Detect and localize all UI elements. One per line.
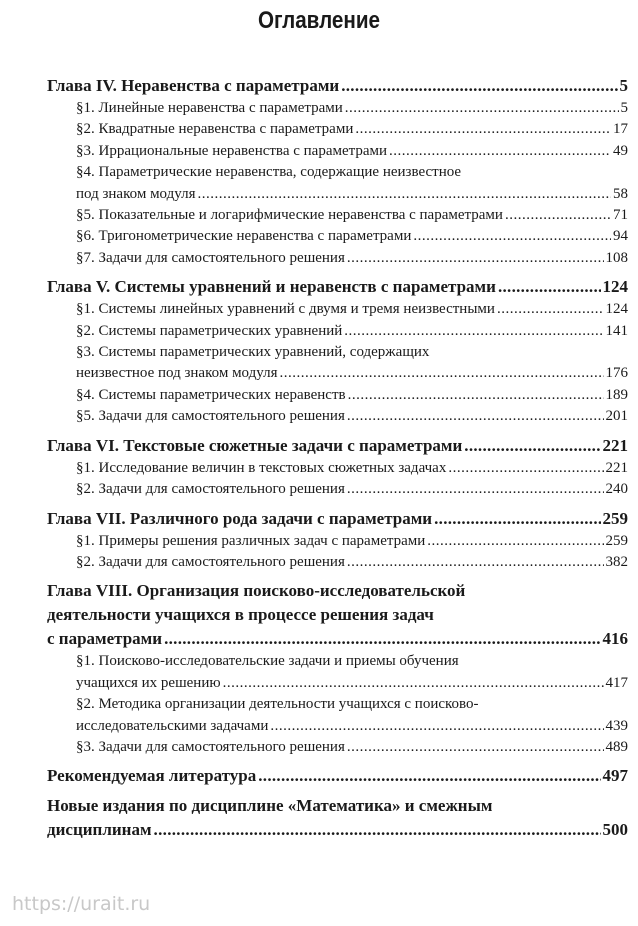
toc-page-number: 259 <box>605 532 628 549</box>
toc-section-entry[interactable] <box>47 98 628 119</box>
toc-entry-title: Глава VI. Текстовые сюжетные задачи с параметрами <box>47 435 463 455</box>
dot-leader <box>347 479 604 500</box>
toc-section-entry[interactable] <box>47 385 628 406</box>
toc-entry-line: §4. Параметрические неравенства, содержащие неизвестное <box>76 164 462 181</box>
toc-chapter-entry[interactable] <box>47 275 628 299</box>
dot-leader <box>434 507 600 531</box>
toc-page-number: 500 <box>602 820 628 840</box>
page-title: Оглавление <box>257 7 381 34</box>
toc-entry-title: §1. Примеры решения различных задач с параметрами <box>76 532 426 549</box>
dot-leader <box>355 119 611 140</box>
toc-section-entry[interactable] <box>47 479 628 500</box>
toc-section-entry[interactable] <box>47 406 628 427</box>
dot-leader <box>413 226 611 247</box>
toc-page-number: 124 <box>602 277 628 297</box>
toc-section-entry[interactable] <box>47 205 628 226</box>
dot-leader <box>347 406 604 427</box>
toc-entry-line: §3. Системы параметрических уравнений, содержащих <box>76 344 430 361</box>
toc-entry-title: §2. Системы параметрических уравнений <box>76 322 343 339</box>
toc-section-entry[interactable] <box>47 531 628 552</box>
toc-page-number: 439 <box>605 717 628 734</box>
toc-chapter-entry[interactable] <box>47 434 628 458</box>
dot-leader <box>270 716 603 737</box>
toc-section-entry[interactable] <box>47 184 628 205</box>
toc-page-number: 189 <box>605 386 628 403</box>
toc-section-entry[interactable] <box>47 363 628 384</box>
watermark: https://urait.ru <box>12 893 151 915</box>
toc-entry-title: §2. Задачи для самостоятельного решения <box>76 481 345 498</box>
toc-entry-title: §2. Квадратные неравенства с параметрами <box>76 121 354 138</box>
toc-page-number: 416 <box>602 629 628 649</box>
toc-page-number: 124 <box>605 301 628 318</box>
toc-entry-title: §1. Исследование величин в текстовых сюжетных задачах <box>76 459 447 476</box>
toc-entry-title: §5. Задачи для самостоятельного решения <box>76 408 345 425</box>
toc-entry-title: дисциплинам <box>47 820 152 840</box>
toc-entry-line: §1. Поисково-исследовательские задачи и приемы обучения <box>76 653 459 670</box>
toc-entry-title: Глава IV. Неравенства с параметрами <box>47 76 340 95</box>
toc-page-number: 382 <box>605 553 628 570</box>
toc-entry-line: §2. Методика организации деятельности учащихся с поисково- <box>76 696 479 713</box>
toc-chapter-entry[interactable] <box>47 764 628 788</box>
dot-leader <box>258 764 600 788</box>
toc-section-entry[interactable] <box>47 226 628 247</box>
toc-section-entry[interactable] <box>47 141 628 162</box>
toc-entry-title: §5. Показательные и логарифмические неравенства с параметрами <box>76 207 503 224</box>
toc-page-number: 49 <box>613 142 628 159</box>
toc-page-number: 221 <box>605 459 628 476</box>
toc-section-entry[interactable] <box>47 248 628 269</box>
toc-entry-title: §2. Задачи для самостоятельного решения <box>76 553 345 570</box>
toc-entry-title: §3. Иррациональные неравенства с параметрами <box>76 142 388 159</box>
dot-leader <box>448 458 603 479</box>
toc-page-number: 201 <box>605 408 628 425</box>
toc-page-number: 240 <box>605 481 628 498</box>
dot-leader <box>344 321 603 342</box>
toc-entry-title: под знаком модуля <box>76 185 196 202</box>
toc-page-number: 5 <box>620 100 628 116</box>
dot-leader <box>198 184 612 205</box>
toc-page-number: 489 <box>605 738 628 755</box>
toc-section-entry[interactable] <box>47 737 628 758</box>
toc-page-number: 141 <box>605 322 628 339</box>
toc-page-number: 58 <box>613 185 628 202</box>
toc-entry-title: Рекомендуемая литература <box>47 766 257 786</box>
toc-section-entry[interactable] <box>47 716 628 737</box>
dot-leader <box>389 141 611 162</box>
toc-entry-title: исследовательскими задачами <box>76 717 269 734</box>
toc-entry-title: неизвестное под знаком модуля <box>76 365 278 382</box>
toc-page-number: 221 <box>602 435 628 455</box>
dot-leader <box>223 673 604 694</box>
toc-entry-title: §1. Системы линейных уравнений с двумя и тремя неизвестными <box>76 301 495 318</box>
toc-chapter-entry[interactable] <box>47 818 628 842</box>
toc-entry-title: учащихся их решению <box>76 674 221 691</box>
dot-leader <box>164 627 600 651</box>
toc-entry-title: Глава V. Системы уравнений и неравенств с параметрами <box>47 277 496 297</box>
toc-section-entry[interactable] <box>47 321 628 342</box>
dot-leader <box>348 385 604 406</box>
toc-page-number: 94 <box>613 228 628 245</box>
dot-leader <box>347 248 604 269</box>
toc-entry-title: Глава VII. Различного рода задачи с параметрами <box>47 508 433 528</box>
table-of-contents <box>47 74 628 842</box>
toc-chapter-entry[interactable] <box>47 507 628 531</box>
toc-chapter-entry[interactable] <box>47 627 628 651</box>
toc-entry-title: §3. Задачи для самостоятельного решения <box>76 738 345 755</box>
toc-section-entry[interactable] <box>47 673 628 694</box>
toc-page-number: 71 <box>613 207 628 224</box>
toc-entry-title: с параметрами <box>47 629 163 649</box>
dot-leader <box>498 275 601 299</box>
dot-leader <box>505 205 611 226</box>
dot-leader <box>347 552 604 573</box>
toc-entry-title: §1. Линейные неравенства с параметрами <box>76 100 343 116</box>
toc-page-number: 108 <box>605 249 628 266</box>
dot-leader <box>279 363 603 384</box>
toc-page-number: 497 <box>602 766 628 786</box>
toc-chapter-entry[interactable] <box>47 74 628 98</box>
toc-section-entry[interactable] <box>47 119 628 140</box>
toc-entry-title: §4. Системы параметрических неравенств <box>76 386 346 403</box>
toc-entry-line: Глава VIII. Организация поисково-исследовательской <box>47 581 466 601</box>
dot-leader <box>341 74 617 98</box>
toc-entry-line: деятельности учащихся в процессе решения задач <box>47 605 434 625</box>
dot-leader <box>427 531 603 552</box>
dot-leader <box>347 737 604 758</box>
toc-page-number: 5 <box>619 76 628 95</box>
toc-entry-title: §7. Задачи для самостоятельного решения <box>76 249 345 266</box>
toc-section-entry[interactable] <box>47 552 628 573</box>
toc-page-number: 417 <box>605 674 628 691</box>
toc-entry-title: §6. Тригонометрические неравенства с параметрами <box>76 228 412 245</box>
toc-page-number: 17 <box>613 121 628 138</box>
dot-leader <box>154 818 601 842</box>
toc-page-number: 259 <box>602 508 628 528</box>
dot-leader <box>464 434 600 458</box>
toc-page-number: 176 <box>605 365 628 382</box>
toc-entry-line: Новые издания по дисциплине «Математика» и смежным <box>47 796 493 816</box>
dot-leader <box>345 98 619 119</box>
dot-leader <box>497 299 604 320</box>
toc-section-entry[interactable] <box>47 458 628 479</box>
toc-section-entry[interactable] <box>47 299 628 320</box>
